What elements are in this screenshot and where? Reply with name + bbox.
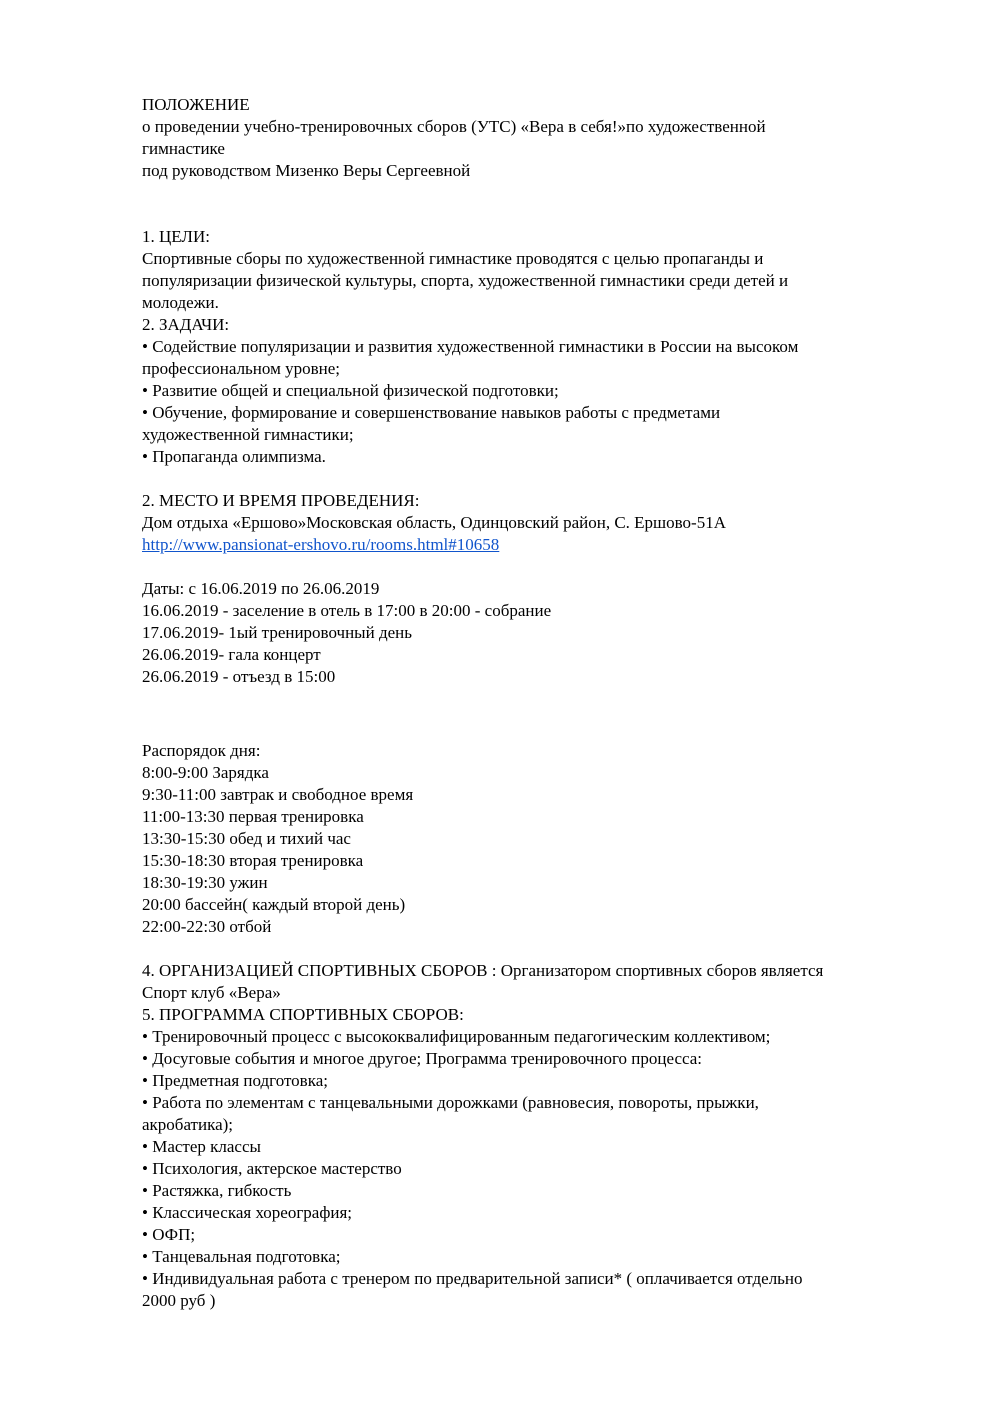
pansionat-link[interactable]: http://www.pansionat-ershovo.ru/rooms.html#10658 [142, 535, 500, 554]
dates-line: 17.06.2019- 1ый тренировочный день [142, 623, 412, 642]
program-line: • Растяжка, гибкость [142, 1181, 292, 1200]
schedule-line: 9:30-11:00 завтрак и свободное время [142, 785, 414, 804]
organization-line-1: 4. ОРГАНИЗАЦИЕЙ СПОРТИВНЫХ СБОРОВ : Организатором спортивных сборов является [142, 961, 824, 980]
program-line: • Предметная подготовка; [142, 1071, 328, 1090]
tasks-line: художественной гимнастики; [142, 425, 354, 444]
dates-line: 26.06.2019- гала концерт [142, 645, 321, 664]
program-line: • Мастер классы [142, 1137, 261, 1156]
program-line: акробатика); [142, 1115, 234, 1134]
doc-subtitle-line-1: о проведении учебно-тренировочных сборов (УТС) «Вера в себя!»по художественной [142, 117, 766, 136]
schedule-heading: Распорядок дня: [142, 741, 261, 760]
tasks-line: • Пропаганда олимпизма. [142, 447, 326, 466]
program-line: 2000 руб ) [142, 1291, 216, 1310]
tasks-line: профессиональном уровне; [142, 359, 340, 378]
schedule-line: 15:30-18:30 вторая тренировка [142, 851, 364, 870]
dates-line: 26.06.2019 - отъезд в 15:00 [142, 667, 336, 686]
place-heading: 2. МЕСТО И ВРЕМЯ ПРОВЕДЕНИЯ: [142, 491, 420, 510]
program-heading: 5. ПРОГРАММА СПОРТИВНЫХ СБОРОВ: [142, 1005, 464, 1024]
program-line: • Тренировочный процесс с высококвалифицированным педагогическим коллективом; [142, 1027, 771, 1046]
document-body [142, 94, 942, 1312]
organization-line-2: Спорт клуб «Вера» [142, 983, 281, 1002]
goals-line: популяризации физической культуры, спорта, художественной гимнастики среди детей и [142, 271, 789, 290]
program-line: • Классическая хореография; [142, 1203, 353, 1222]
spacer [142, 938, 942, 960]
schedule-line: 20:00 бассейн( каждый второй день) [142, 895, 406, 914]
spacer [142, 556, 942, 578]
goals-heading: 1. ЦЕЛИ: [142, 227, 210, 246]
program-line: • ОФП; [142, 1225, 196, 1244]
spacer [142, 468, 942, 490]
spacer [142, 688, 942, 740]
schedule-line: 13:30-15:30 обед и тихий час [142, 829, 351, 848]
place-link-row [142, 534, 942, 556]
goals-line: молодежи. [142, 293, 219, 312]
program-line: • Психология, актерское мастерство [142, 1159, 402, 1178]
dates-line: Даты: с 16.06.2019 по 26.06.2019 [142, 579, 380, 598]
program-line: • Работа по элементам с танцевальными дорожками (равновесия, повороты, прыжки, [142, 1093, 759, 1112]
doc-subtitle-line-3: под руководством Мизенко Веры Сергеевной [142, 161, 471, 180]
tasks-line: • Содействие популяризации и развития художественной гимнастики в России на высоком [142, 337, 799, 356]
doc-title: ПОЛОЖЕНИЕ [142, 95, 250, 114]
doc-subtitle-line-2: гимнастике [142, 139, 225, 158]
tasks-line: • Обучение, формирование и совершенствование навыков работы с предметами [142, 403, 721, 422]
program-line: • Танцевальная подготовка; [142, 1247, 341, 1266]
goals-line: Спортивные сборы по художественной гимнастике проводятся с целью пропаганды и [142, 249, 764, 268]
program-line: • Индивидуальная работа с тренером по предварительной записи* ( оплачивается отдельно [142, 1269, 803, 1288]
program-line: • Досуговые события и многое другое; Программа тренировочного процесса: [142, 1049, 703, 1068]
schedule-line: 22:00-22:30 отбой [142, 917, 272, 936]
dates-line: 16.06.2019 - заселение в отель в 17:00 в 20:00 - собрание [142, 601, 552, 620]
tasks-line: • Развитие общей и специальной физической подготовки; [142, 381, 559, 400]
tasks-heading: 2. ЗАДАЧИ: [142, 315, 230, 334]
schedule-line: 8:00-9:00 Зарядка [142, 763, 269, 782]
schedule-line: 11:00-13:30 первая тренировка [142, 807, 364, 826]
place-address: Дом отдыха «Ершово»Московская область, Одинцовский район, С. Ершово-51А [142, 513, 726, 532]
schedule-line: 18:30-19:30 ужин [142, 873, 268, 892]
spacer [142, 182, 942, 226]
